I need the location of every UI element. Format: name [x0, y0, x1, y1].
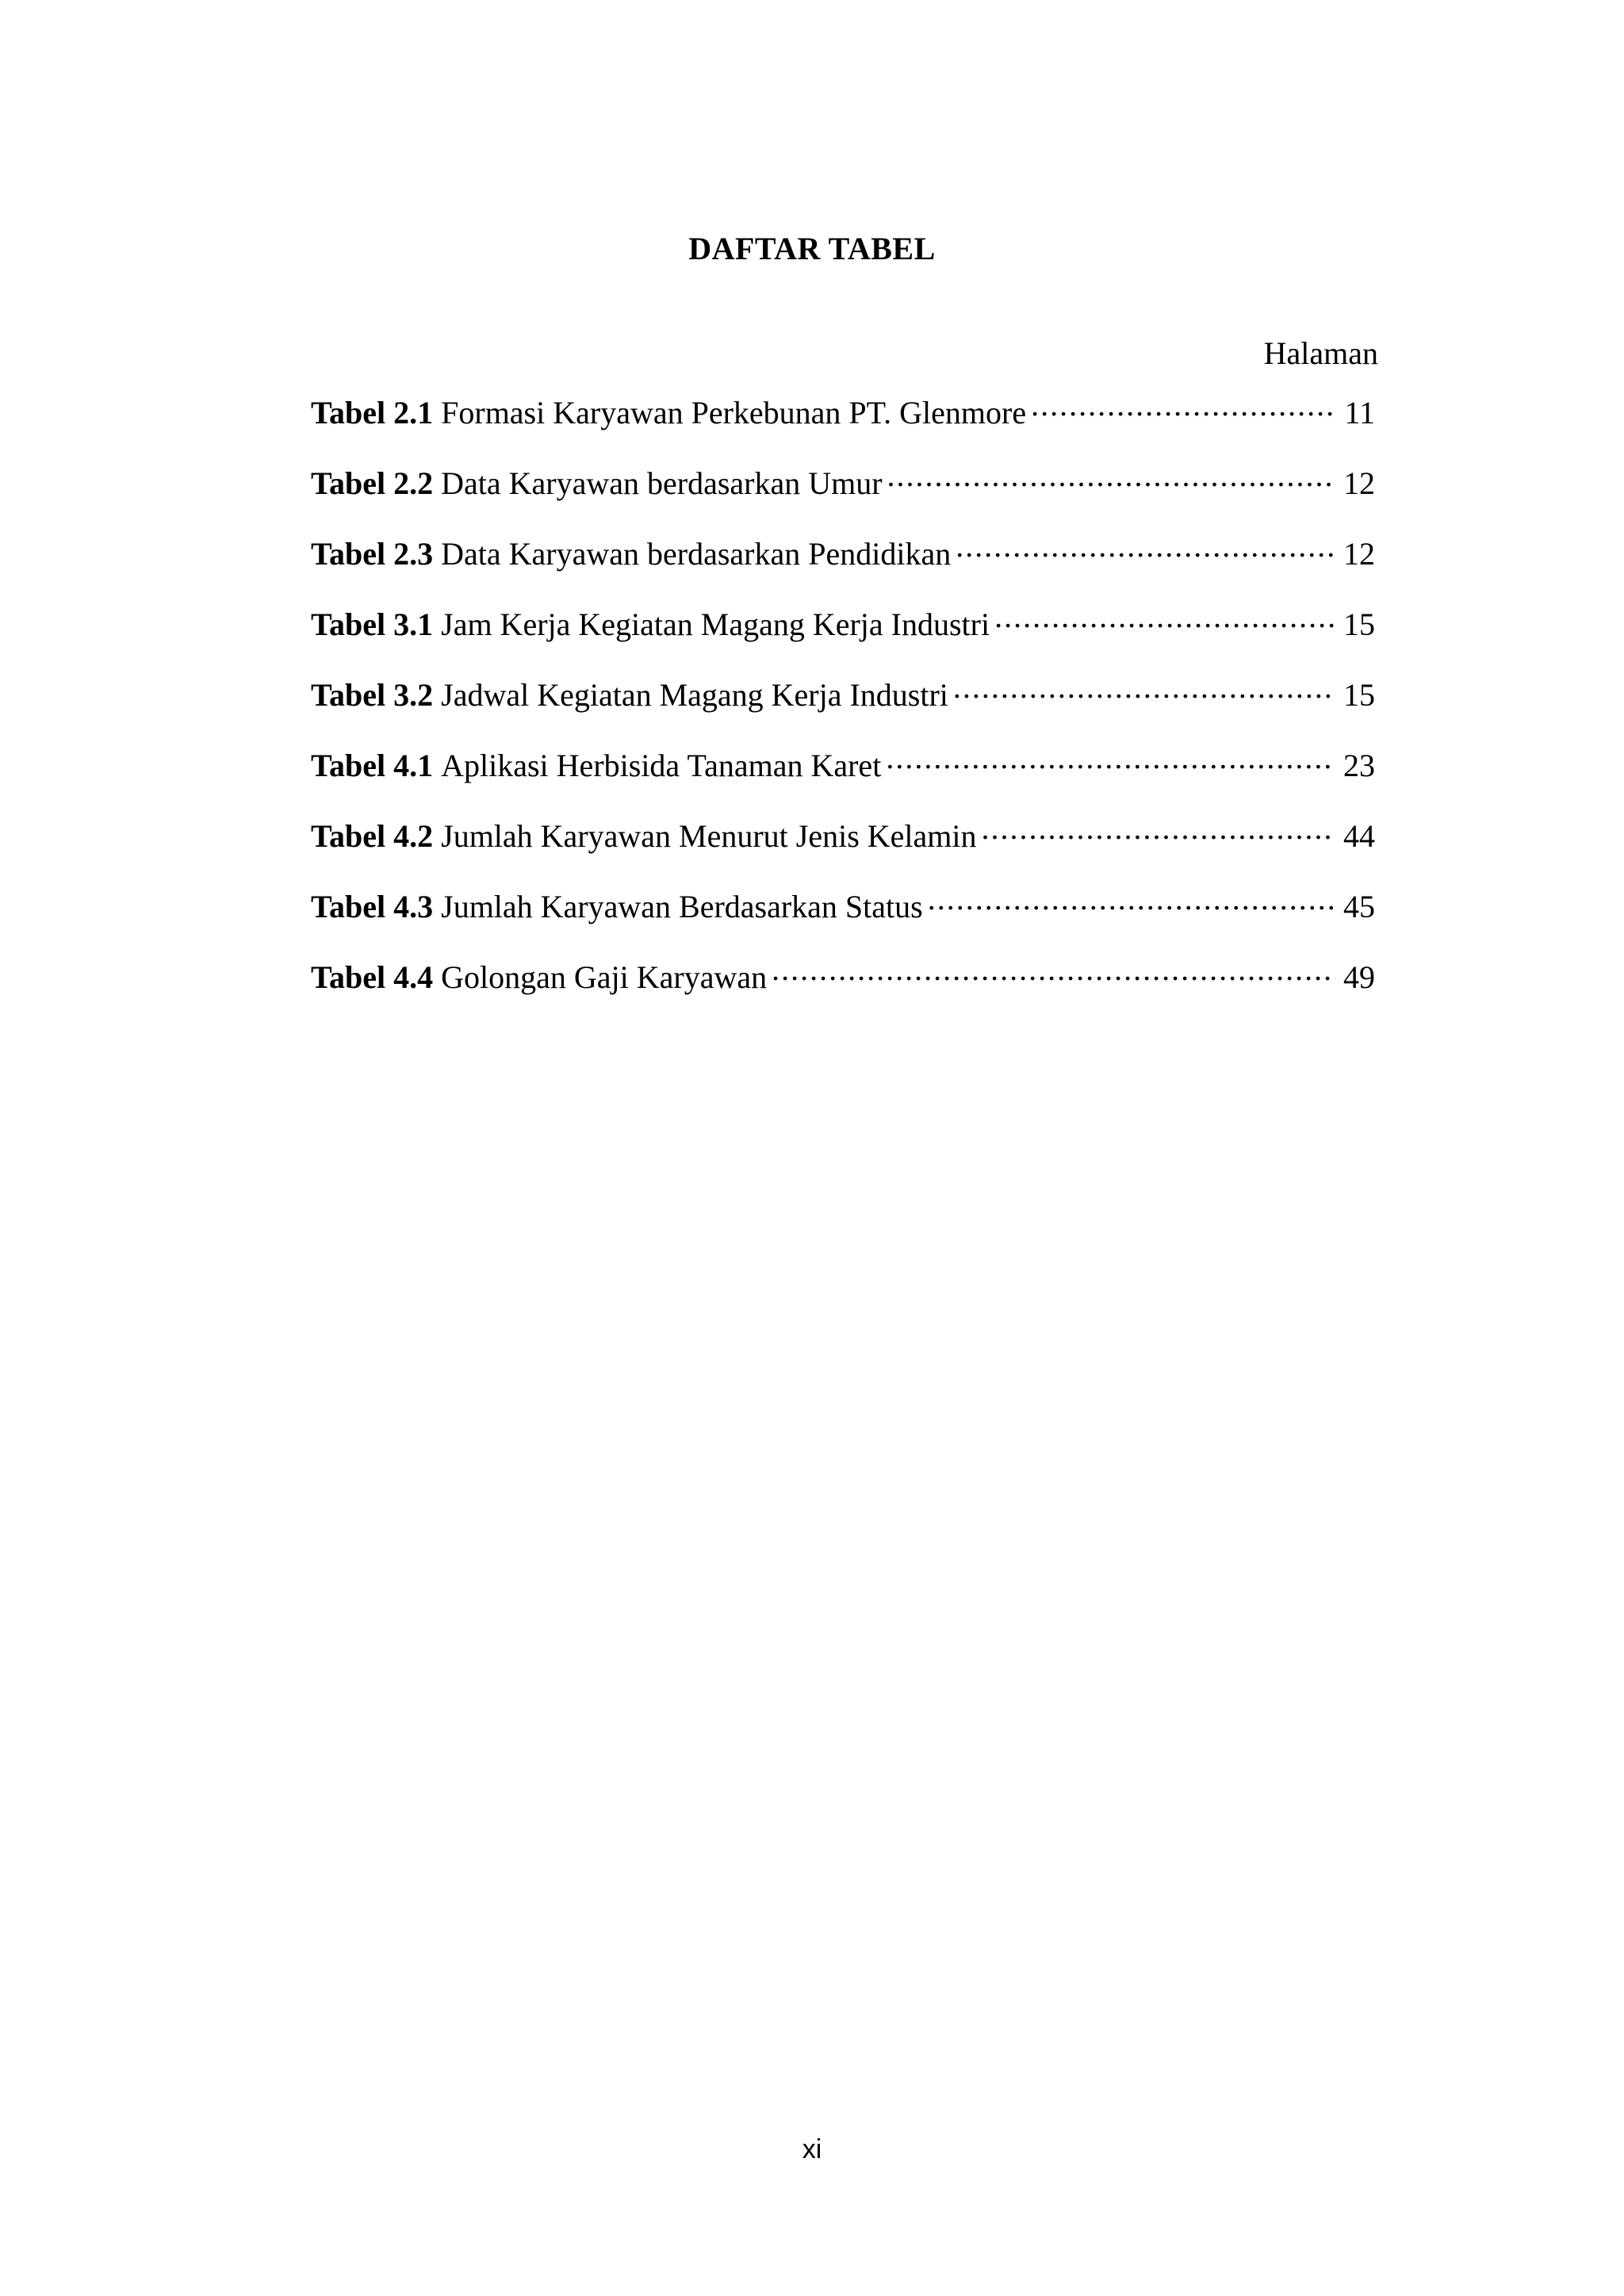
toc-entry-text: Formasi Karyawan Perkebunan PT. Glenmore [441, 395, 1027, 430]
toc-entry-text: Jam Kerja Kegiatan Magang Kerja Industri [441, 607, 990, 642]
toc-entry[interactable] [311, 603, 1375, 674]
dot-leader [982, 815, 1335, 847]
toc-entry-label: Tabel 2.1 [311, 395, 434, 430]
dot-leader [887, 462, 1335, 494]
toc-entry[interactable] [311, 533, 1375, 603]
toc-entry[interactable] [311, 744, 1375, 815]
toc-entry-text: Golongan Gaji Karyawan [441, 959, 768, 995]
toc-entry-label: Tabel 4.4 [311, 959, 434, 995]
toc-entry-text: Jumlah Karyawan Menurut Jenis Kelamin [441, 818, 977, 854]
page-column-header: Halaman [1263, 335, 1378, 371]
dot-leader [886, 744, 1335, 776]
toc-entry-page: 45 [1343, 889, 1375, 924]
toc-entry-label: Tabel 3.1 [311, 607, 434, 642]
dot-leader [1031, 392, 1335, 423]
toc-entry-label: Tabel 4.3 [311, 889, 434, 924]
dot-leader [772, 956, 1335, 988]
dot-leader [956, 533, 1335, 564]
toc-entry[interactable] [311, 674, 1375, 744]
page-title: DAFTAR TABEL [688, 231, 936, 266]
toc-entry-text: Data Karyawan berdasarkan Pendidikan [441, 536, 952, 572]
toc-entry-text: Jumlah Karyawan Berdasarkan Status [441, 889, 923, 924]
toc-entry-page: 49 [1343, 959, 1375, 995]
toc-entry-page: 11 [1344, 395, 1375, 430]
toc-entry-page: 12 [1343, 465, 1375, 501]
toc-entry-text: Data Karyawan berdasarkan Umur [441, 465, 883, 501]
toc-entry-label: Tabel 2.3 [311, 536, 434, 572]
toc-entry[interactable] [311, 815, 1375, 886]
toc-entry[interactable] [311, 392, 1375, 462]
table-of-tables [311, 392, 1375, 1027]
dot-leader [928, 886, 1335, 917]
dot-leader [994, 603, 1335, 635]
toc-entry-page: 15 [1343, 677, 1375, 713]
toc-entry-label: Tabel 3.2 [311, 677, 434, 713]
toc-entry-label: Tabel 4.2 [311, 818, 434, 854]
toc-entry-page: 12 [1343, 536, 1375, 572]
toc-entry-page: 15 [1343, 607, 1375, 642]
toc-entry-page: 23 [1343, 748, 1375, 783]
toc-entry[interactable] [311, 886, 1375, 956]
page-number: xi [802, 2134, 822, 2164]
toc-entry-label: Tabel 4.1 [311, 748, 434, 783]
toc-entry-page: 44 [1343, 818, 1375, 854]
toc-entry-text: Aplikasi Herbisida Tanaman Karet [441, 748, 882, 783]
dot-leader [953, 674, 1335, 706]
toc-entry-text: Jadwal Kegiatan Magang Kerja Industri [441, 677, 948, 713]
toc-entry[interactable] [311, 462, 1375, 533]
toc-entry-label: Tabel 2.2 [311, 465, 434, 501]
toc-entry[interactable] [311, 956, 1375, 1027]
